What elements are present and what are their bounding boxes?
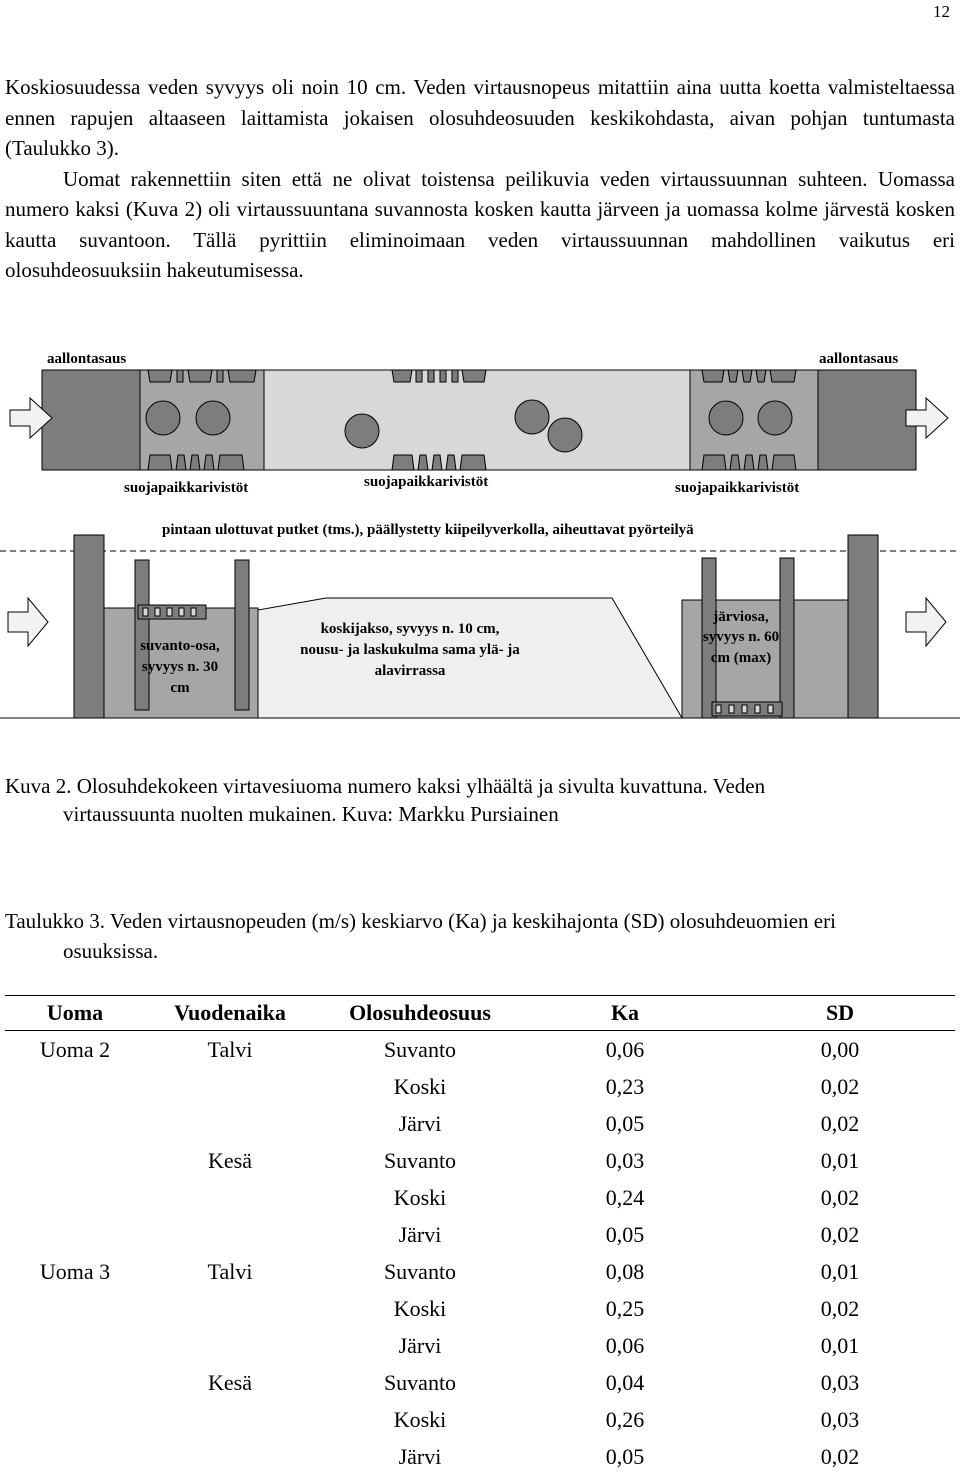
- cell-ka: 0,05: [605, 1443, 645, 1469]
- label-shelter-1: suojapaikkarivistöt: [124, 480, 249, 496]
- cell-part: Koski: [393, 1184, 447, 1210]
- cell-sd: 0,03: [820, 1406, 860, 1432]
- cell-ka: 0,05: [605, 1110, 645, 1136]
- table-row: [5, 1253, 955, 1290]
- cell-uoma: [5, 1142, 145, 1179]
- table-row: [5, 1216, 955, 1253]
- cell-sd: 0,02: [820, 1443, 860, 1469]
- paragraph-line-2: Uomat rakennettiin siten että ne olivat toistensa peilikuvia veden virtaussuunnan suhteen. Uomassa numero kaksi (Kuva 2) oli virtaussuuntana suvannosta kosken kautta järveen ja uomassa kolme järvestä kosken kautta suvantoon. Tällä pyrittiin eliminoimaan veden virtaussuunnan mahdollinen vaikutus eri olosuhdeosuuksiin hakeutumisessa.: [5, 166, 955, 282]
- cell-sd: 0,01: [820, 1332, 860, 1358]
- cell-uoma: [5, 1401, 145, 1438]
- cell-sd: 0,02: [820, 1110, 860, 1136]
- cell-season: Talvi: [207, 1036, 253, 1062]
- cell-season: [145, 1216, 315, 1253]
- table-row: [5, 1068, 955, 1105]
- table-row: [5, 1142, 955, 1179]
- cell-part: Suvanto: [383, 1369, 457, 1395]
- paragraph-line-1: Koskiosuudessa veden syvyys oli noin 10 cm. Veden virtausnopeus mitattiin aina uutta koetta valmisteltaessa ennen rapujen altaaseen laittamista jokaisen olosuhdeosuuden keskikohdasta, aivan pohjan tuntumasta (Taulukko 3).: [5, 75, 955, 160]
- cell-sd: 0,02: [820, 1221, 860, 1247]
- side-view: [0, 535, 960, 718]
- cell-ka: 0,25: [605, 1295, 645, 1321]
- table-row: [5, 1290, 955, 1327]
- cell-season: [145, 1438, 315, 1475]
- cell-sd: 0,01: [820, 1147, 860, 1173]
- pool-label-1: suvanto-osa,: [140, 638, 220, 654]
- header-sd: SD: [725, 996, 955, 1031]
- cell-season: [145, 1105, 315, 1142]
- cell-ka: 0,06: [605, 1332, 645, 1358]
- cell-season: [145, 1290, 315, 1327]
- cell-sd: 0,01: [820, 1258, 860, 1284]
- cell-sd: 0,03: [820, 1369, 860, 1395]
- table-row: [5, 1327, 955, 1364]
- cell-ka: 0,04: [605, 1369, 645, 1395]
- caption-line-1: Kuva 2. Olosuhdekokeen virtavesiuoma numero kaksi ylhäältä ja sivulta kuvattuna. Veden: [5, 774, 766, 798]
- cell-uoma: Uoma 3: [39, 1258, 111, 1284]
- wave-dampener-right: [818, 370, 916, 470]
- cell-part: Koski: [393, 1406, 447, 1432]
- pool-label-3: cm: [170, 680, 190, 696]
- label-shelter-2: suojapaikkarivistöt: [364, 474, 489, 490]
- cell-ka: 0,06: [605, 1036, 645, 1062]
- cell-part: Suvanto: [383, 1147, 457, 1173]
- wave-post-right: [848, 535, 878, 718]
- top-view: [10, 351, 948, 496]
- cell-sd: 0,00: [820, 1036, 860, 1062]
- cell-part: Suvanto: [383, 1258, 457, 1284]
- header-ka: Ka: [525, 996, 725, 1031]
- table-caption: [5, 906, 955, 966]
- wave-dampener-left: [42, 370, 140, 470]
- body-paragraph: [5, 72, 955, 286]
- table-row: [5, 1364, 955, 1401]
- figure-kuva-2: [0, 340, 960, 740]
- cell-part: Koski: [393, 1073, 447, 1099]
- cell-ka: 0,23: [605, 1073, 645, 1099]
- cell-uoma: [5, 1105, 145, 1142]
- rapid-section-side: [258, 598, 682, 718]
- label-wave-left: aallontasaus: [47, 351, 127, 367]
- table-caption-line-2: osuuksissa.: [63, 939, 159, 963]
- cell-season: Kesä: [208, 1147, 252, 1173]
- cell-uoma: [5, 1216, 145, 1253]
- cell-uoma: Uoma 2: [39, 1036, 111, 1062]
- cell-ka: 0,08: [605, 1258, 645, 1284]
- header-vuodenaika: Vuodenaika: [145, 996, 315, 1031]
- figure-caption: [5, 772, 955, 828]
- rapid-label-1: koskijakso, syvyys n. 10 cm,: [320, 621, 500, 637]
- cell-season: [145, 1401, 315, 1438]
- cell-part: Järvi: [398, 1443, 442, 1469]
- cell-uoma: [5, 1068, 145, 1105]
- pool-label-2: syvyys n. 30: [141, 659, 219, 675]
- cell-uoma: [5, 1364, 145, 1401]
- rapid-label-2: nousu- ja laskukulma sama ylä- ja: [300, 642, 520, 658]
- cell-season: Kesä: [208, 1369, 252, 1395]
- page-number: 12: [933, 2, 950, 21]
- rapid-label-3: alavirrassa: [374, 663, 446, 679]
- table-header-row: [5, 996, 955, 1031]
- cell-uoma: [5, 1179, 145, 1216]
- cell-ka: 0,24: [605, 1184, 645, 1210]
- flow-velocity-table: [5, 995, 955, 1475]
- header-olosuhdeosuus: Olosuhdeosuus: [315, 996, 525, 1031]
- table-caption-line-1: Taulukko 3. Veden virtausnopeuden (m/s) keskiarvo (Ka) ja keskihajonta (SD) olosuhdeuomien eri: [5, 909, 836, 933]
- label-wave-right: aallontasaus: [819, 351, 899, 367]
- cell-sd: 0,02: [820, 1184, 860, 1210]
- cell-part: Suvanto: [383, 1036, 457, 1062]
- wave-post-left: [74, 535, 104, 718]
- cell-season: [145, 1068, 315, 1105]
- label-shelter-3: suojapaikkarivistöt: [675, 480, 800, 496]
- cell-uoma: [5, 1438, 145, 1475]
- pipes-label: pintaan ulottuvat putket (tms.), päällystetty kiipeilyverkolla, aiheuttavat pyörteilyä: [162, 522, 694, 538]
- lake-label-3: cm (max): [710, 650, 772, 666]
- header-uoma: Uoma: [5, 996, 145, 1031]
- cell-ka: 0,03: [605, 1147, 645, 1173]
- table-row: [5, 1179, 955, 1216]
- lake-label-2: syvyys n. 60: [702, 629, 780, 645]
- table-row: [5, 1105, 955, 1142]
- lake-label-1: järviosa,: [713, 609, 769, 625]
- cell-sd: 0,02: [820, 1295, 860, 1321]
- cell-part: Koski: [393, 1295, 447, 1321]
- cell-season: [145, 1327, 315, 1364]
- cell-season: [145, 1179, 315, 1216]
- cell-part: Järvi: [398, 1110, 442, 1136]
- cell-sd: 0,02: [820, 1073, 860, 1099]
- cell-ka: 0,05: [605, 1221, 645, 1247]
- cell-ka: 0,26: [605, 1406, 645, 1432]
- caption-line-2: virtaussuunta nuolten mukainen. Kuva: Markku Pursiainen: [63, 802, 559, 826]
- cell-uoma: [5, 1290, 145, 1327]
- channel-diagram: [0, 340, 960, 740]
- cell-season: Talvi: [207, 1258, 253, 1284]
- cell-part: Järvi: [398, 1332, 442, 1358]
- table-row: [5, 1401, 955, 1438]
- table-row: [5, 1438, 955, 1475]
- cell-part: Järvi: [398, 1221, 442, 1247]
- table-row: [5, 1031, 955, 1069]
- cell-uoma: [5, 1327, 145, 1364]
